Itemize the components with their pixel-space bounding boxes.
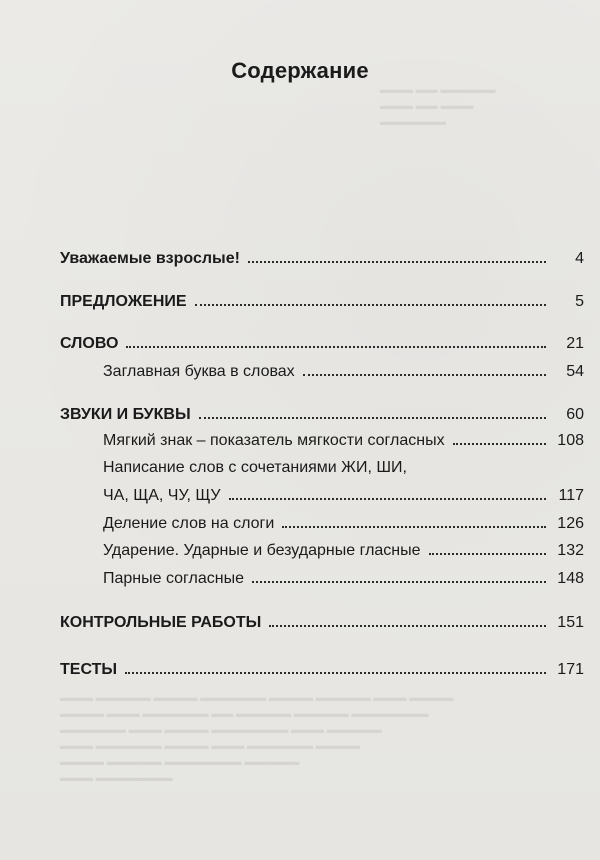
toc-entry — [60, 613, 584, 633]
toc-entry-text: ЧА, ЩА, ЧУ, ЩУ — [103, 487, 221, 504]
toc-entry-page: 108 — [557, 432, 584, 449]
toc-entry — [60, 334, 584, 354]
toc-entry — [103, 458, 584, 478]
toc-entry-text: Заглавная буква в словах — [103, 363, 295, 380]
toc-entry-page: 126 — [557, 515, 584, 532]
dot-leader — [453, 443, 546, 445]
dot-leader — [282, 526, 546, 528]
dot-leader — [195, 304, 546, 306]
toc-entry-text: Написание слов с сочетаниями ЖИ, ШИ, — [103, 459, 407, 476]
toc-entry — [60, 405, 584, 425]
toc-entry-text: Парные согласные — [103, 570, 245, 587]
page-title: Содержание — [231, 58, 369, 83]
show-through-text: ▬▬▬ ▬▬▬▬▬ ▬▬▬▬ ▬▬▬▬▬▬ ▬▬▬▬ ▬▬▬▬▬ ▬▬▬ ▬▬▬▬ ▬▬▬▬ ▬▬▬ ▬▬▬▬▬▬ ▬▬ ▬▬▬▬▬ ▬▬▬▬▬ ▬▬▬▬▬▬▬ ▬▬▬▬▬▬ ▬▬▬ ▬▬▬▬ ▬▬▬▬▬▬▬ ▬▬▬ ▬▬▬▬▬ ▬▬▬ ▬▬▬▬▬▬ ▬▬▬▬ ▬▬▬ ▬▬▬▬▬▬ ▬▬▬▬ ▬▬▬▬ ▬▬▬▬▬ ▬▬▬▬▬▬▬ ▬▬▬▬▬ ▬▬▬ ▬▬▬▬▬▬▬ — [60, 692, 454, 784]
toc-entry-text: ЗВУКИ И БУКВЫ — [60, 406, 191, 423]
toc-entry-text: ПРЕДЛОЖЕНИЕ — [60, 293, 187, 310]
dot-leader — [252, 581, 546, 583]
toc-entry — [60, 249, 584, 269]
dot-leader — [429, 553, 546, 555]
toc-entry-page: 132 — [557, 542, 584, 559]
toc-entry-page: 171 — [557, 661, 584, 678]
toc-entry-text: Деление слов на слоги — [103, 515, 275, 532]
dot-leader — [248, 261, 546, 263]
toc-entry-page: 151 — [557, 614, 584, 631]
toc-entry-page: 117 — [558, 487, 584, 504]
dot-leader — [126, 346, 546, 348]
toc-entry — [103, 514, 584, 534]
toc-entry-page: 54 — [566, 363, 584, 380]
dot-leader — [125, 672, 546, 674]
toc-entry — [103, 569, 584, 589]
toc-entry — [103, 541, 584, 561]
toc-entry-page: 60 — [566, 406, 584, 423]
toc-entry-text: КОНТРОЛЬНЫЕ РАБОТЫ — [60, 614, 262, 631]
toc-entry — [103, 362, 584, 382]
toc-entry — [60, 660, 584, 680]
toc-entry-page: 21 — [566, 335, 584, 352]
show-through-text: ▬▬▬ ▬▬ ▬▬▬▬▬ ▬▬▬ ▬▬ ▬▬▬ ▬▬▬▬▬▬ — [380, 84, 496, 128]
toc-entry-page: 4 — [575, 250, 584, 267]
toc-entry-text: Мягкий знак – показатель мягкости согласных — [103, 432, 445, 449]
dot-leader — [269, 625, 546, 627]
toc-entry-text: СЛОВО — [60, 335, 119, 352]
toc-entry — [103, 431, 584, 451]
toc-entry-page: 5 — [575, 293, 584, 310]
dot-leader — [303, 374, 546, 376]
dot-leader — [229, 498, 546, 500]
toc-entry — [60, 292, 584, 312]
toc-entry-text: Ударение. Ударные и безударные гласные — [103, 542, 421, 559]
toc-entry-text: Уважаемые взрослые! — [60, 250, 240, 267]
toc-entry — [103, 486, 584, 506]
toc-entry-text: ТЕСТЫ — [60, 661, 118, 678]
toc-entry-page: 148 — [557, 570, 584, 587]
dot-leader — [199, 417, 546, 419]
